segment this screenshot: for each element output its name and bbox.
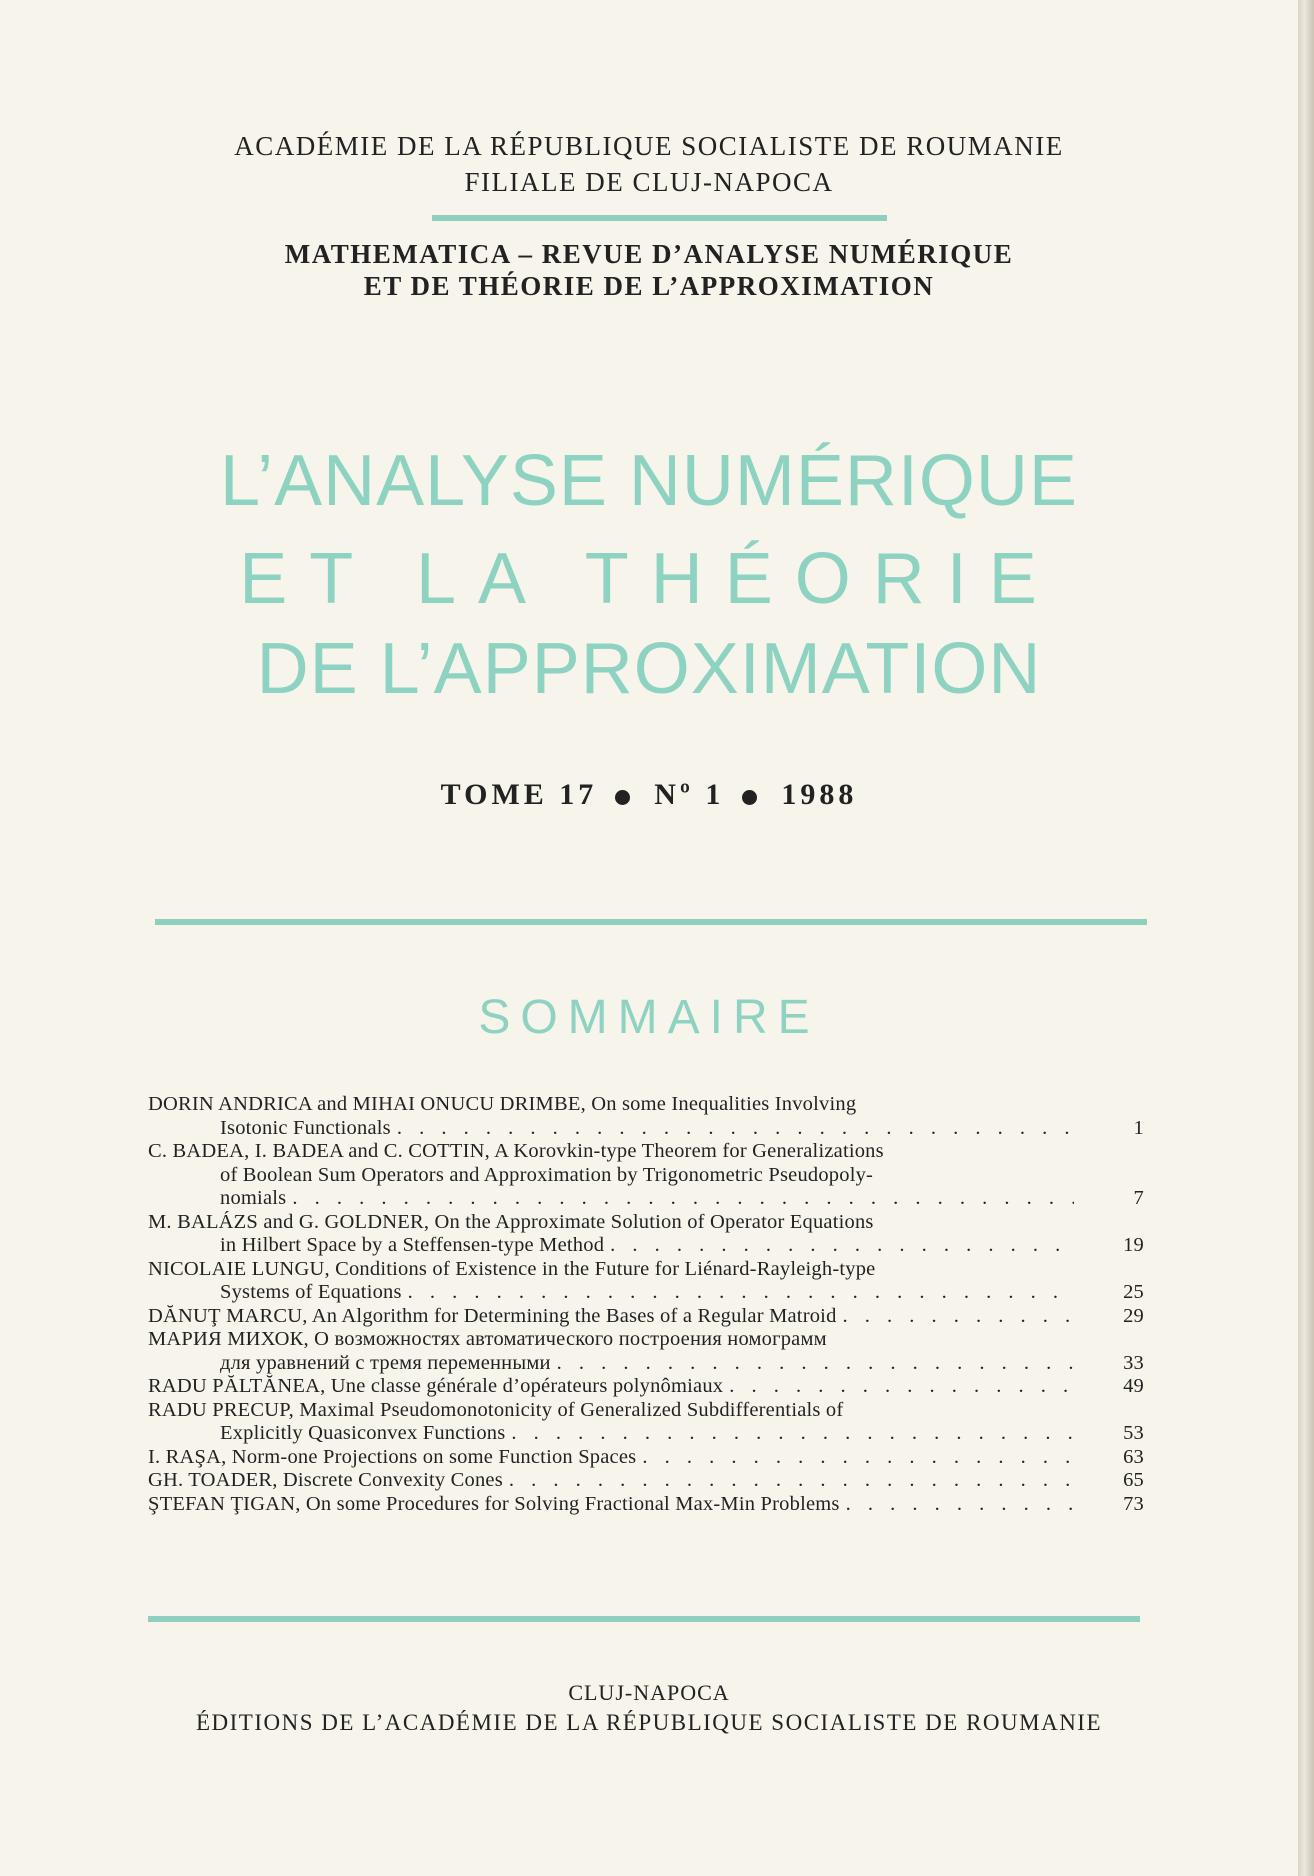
toc-entry-line: M. BALÁZS and G. GOLDNER, On the Approximate Solution of Operator Equations [148,1210,874,1233]
toc-page-number: 29 [1123,1304,1144,1327]
toc-entry-text: для уравнений с тремя переменными [220,1351,551,1374]
journal-title-line-3: DE L’APPROXIMATION [256,629,1042,709]
toc-entry-text: I. RAŞA, Norm-one Projections on some Function Spaces [148,1445,637,1468]
toc-leader-dots [511,1422,1074,1446]
toc-entry-line: DORIN ANDRICA and MIHAI ONUCU DRIMBE, On some Inequalities Involving [148,1093,857,1115]
toc-entry-text: nomials [220,1187,287,1209]
toc-entry [148,1375,1144,1399]
toc-entry-text: Systems of Equations [220,1281,402,1303]
toc-entry-text: in Hilbert Space by a Steffensen-type Method [220,1234,605,1256]
toc-page-number: 25 [1123,1281,1144,1303]
toc-page-number: 7 [1133,1187,1144,1209]
issue-year: 1988 [781,778,858,811]
toc-entry-line: of Boolean Sum Operators and Approximation by Trigonometric Pseudopoly- [220,1163,874,1186]
toc-entry-text: RADU PĂLTĂNEA, Une classe générale d’opérateurs polynômiaux [148,1375,724,1397]
toc-entry [148,1093,1144,1140]
toc-leader-dots [557,1352,1074,1376]
section-divider-bottom [148,1616,1140,1622]
bullet-icon [615,790,630,805]
toc-page-number: 65 [1123,1469,1144,1491]
academy-header [0,128,1298,200]
toc-entry-last-line [148,1305,1074,1329]
toc-page-number: 63 [1123,1445,1144,1468]
toc-entry [148,1140,1144,1211]
toc-entry-last-line [148,1422,1074,1446]
footer-publisher: ÉDITIONS DE L’ACADÉMIE DE LA RÉPUBLIQUE SOCIALISTE DE ROUMANIE [195,1710,1103,1735]
footer-city: CLUJ-NAPOCA [568,1680,730,1705]
toc-entry-last-line [148,1352,1074,1376]
toc-page-number: 73 [1123,1492,1144,1515]
toc-entry [148,1211,1144,1258]
toc-page-number: 1 [1133,1116,1144,1139]
table-of-contents [148,1093,1144,1516]
toc-entry-text: ŞTEFAN ŢIGAN, On some Procedures for Solving Fractional Max-Min Problems [148,1492,840,1515]
toc-leader-dots [729,1375,1074,1399]
header-divider [432,215,887,221]
toc-leader-dots [642,1446,1074,1470]
toc-entry-last-line [148,1234,1074,1258]
academy-name: ACADÉMIE DE LA RÉPUBLIQUE SOCIALISTE DE ROUMANIE [234,131,1064,161]
issue-number: Nº 1 [654,778,725,811]
page-edge [1298,0,1314,1876]
toc-entry-text: GH. TOADER, Discrete Convexity Cones [148,1469,503,1491]
revue-line-2: ET DE THÉORIE DE L’APPROXIMATION [363,271,935,301]
toc-entry-last-line [148,1187,1074,1211]
toc-entry-last-line [148,1375,1074,1399]
academy-branch: FILIALE DE CLUJ-NAPOCA [464,167,834,197]
toc-leader-dots [509,1469,1074,1493]
toc-entry-line: NICOLAIE LUNGU, Conditions of Existence in the Future for Liénard-Rayleigh-type [148,1257,876,1280]
toc-leader-dots [610,1234,1074,1258]
journal-title-line-1: L’ANALYSE NUMÉRIQUE [220,441,1078,521]
toc-entry [148,1469,1144,1493]
journal-title-line-2: ET LA THÉORIE [239,539,1059,619]
toc-entry [148,1305,1144,1329]
issue-tome: TOME 17 [440,778,598,811]
toc-entry-last-line [148,1469,1074,1493]
issue-info [0,778,1298,812]
toc-leader-dots [292,1187,1074,1211]
toc-entry-line: C. BADEA, I. BADEA and C. COTTIN, A Korovkin-type Theorem for Generalizations [148,1140,884,1162]
toc-entry [148,1328,1144,1375]
bullet-icon [742,790,757,805]
toc-entry-last-line [148,1446,1074,1470]
toc-entry [148,1258,1144,1305]
toc-entry-text: Isotonic Functionals [220,1116,391,1139]
toc-entry-line: RADU PRECUP, Maximal Pseudomonotonicity of Generalized Subdifferentials of [148,1398,844,1421]
toc-entry-text: DĂNUŢ MARCU, An Algorithm for Determining the Bases of a Regular Matroid [148,1304,837,1327]
toc-entry [148,1446,1144,1470]
toc-entry-last-line [148,1493,1074,1517]
toc-entry-text: Explicitly Quasiconvex Functions [220,1422,506,1444]
revue-subtitle [0,238,1298,302]
toc-page-number: 53 [1123,1422,1144,1444]
toc-entry-last-line [148,1281,1074,1305]
toc-entry-line: МАРИЯ МИХОК, О возможностях автоматического построения номограмм [148,1328,827,1350]
toc-leader-dots [397,1117,1074,1141]
toc-entry [148,1399,1144,1446]
toc-leader-dots [846,1493,1074,1517]
toc-entry-last-line [148,1117,1074,1141]
toc-leader-dots [408,1281,1074,1305]
toc-leader-dots [843,1305,1074,1329]
toc-page-number: 33 [1123,1351,1144,1374]
sommaire-heading: SOMMAIRE [478,991,820,1044]
toc-page-number: 49 [1123,1375,1144,1397]
revue-line-1: MATHEMATICA – REVUE D’ANALYSE NUMÉRIQUE [284,239,1014,269]
toc-page-number: 19 [1123,1234,1144,1256]
toc-entry [148,1493,1144,1517]
section-divider-top [155,919,1147,925]
